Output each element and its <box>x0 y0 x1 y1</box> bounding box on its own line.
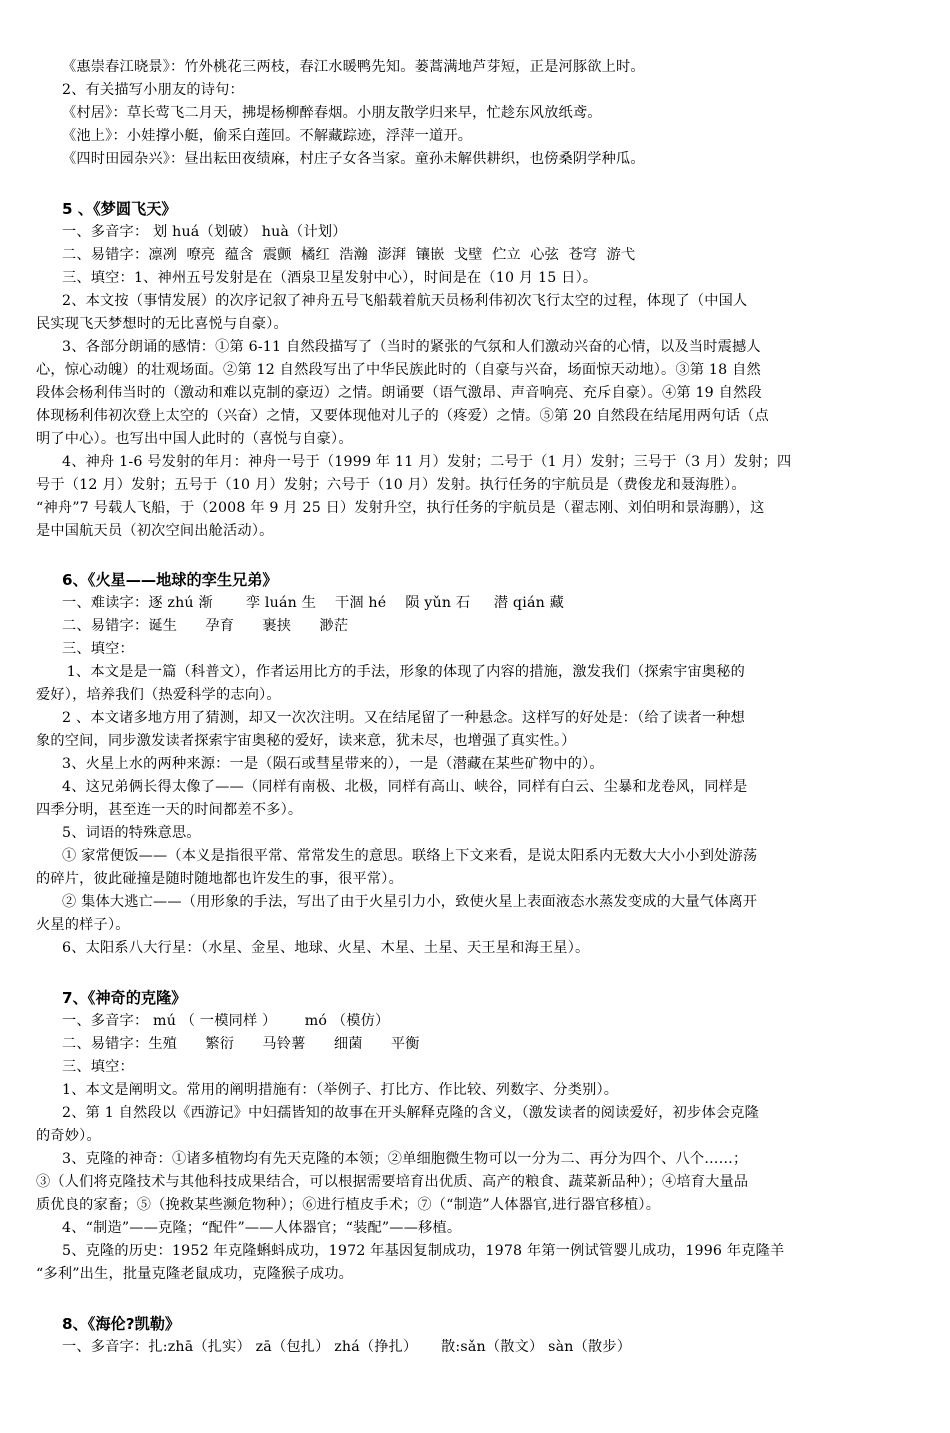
text-line: 5、词语的特殊意思。 <box>62 825 201 841</box>
text-line: 4、“制造”——克隆；“配件”——人体器官；“装配”——移植。 <box>62 1220 462 1236</box>
text-line: 《惠崇春江晓景》：竹外桃花三两枝，春江水暖鸭先知。蒌蒿满地芦芽短，正是河豚欲上时。 <box>62 59 645 75</box>
text-line: 二、易错字：诞生 孕育 裹挟 渺茫 <box>62 618 349 634</box>
text-line: 明了中心）。也写出中国人此时的（喜悦与自豪）。 <box>36 431 353 447</box>
text-line: 一、多音字：扎:zhā（扎实） zā（包扎） zhá（挣扎） 散:sǎn（散文） sàn（散步） <box>62 1339 632 1355</box>
text-line: 2、有关描写小朋友的诗句： <box>62 82 244 98</box>
text-line: ① 家常便饭——（本义是指很平常、常常发生的意思。联络上下文来看，是说太阳系内无数大大小小到处游荡 <box>62 848 758 864</box>
text-line: 二、易错字：凛冽 嘹亮 蕴含 震颤 橘红 浩瀚 澎湃 镶嵌 戈壁 伫立 心弦 苍穹 游弋 <box>62 247 636 263</box>
section-heading: 6、《火星——地球的孪生兄弟》 <box>62 571 278 589</box>
text-line: 5、克隆的历史：1952 年克隆蝌蚪成功，1972 年基因复制成功，1978 年第一例试管婴儿成功，1996 年克隆羊 <box>62 1243 785 1259</box>
text-line: 6、太阳系八大行星：（水星、金星、地球、火星、木星、土星、天王星和海王星）。 <box>62 940 590 956</box>
text-line: 四季分明，甚至连一天的时间都差不多）。 <box>36 802 303 818</box>
text-line: 的奇妙）。 <box>36 1128 101 1144</box>
text-line: 《池上》：小娃撑小艇，偷采白莲回。不解藏踪迹，浮萍一道开。 <box>62 128 473 144</box>
text-line: “多利”出生，批量克隆老鼠成功，克隆猴子成功。 <box>36 1266 354 1282</box>
text-line: 4、这兄弟俩长得太像了——（同样有南极、北极，同样有高山、峡谷，同样有白云、尘暴和龙卷风，同样是 <box>62 779 748 795</box>
section-heading: 7、《神奇的克隆》 <box>62 989 187 1007</box>
text-line: 2、本文按（事情发展）的次序记叙了神舟五号飞船载着航天员杨利伟初次飞行太空的过程，体现了（中国人 <box>62 293 748 309</box>
text-line: 号于（12 月）发射；五号于（10 月）发射；六号于（10 月）发射。执行任务的宇航员是（费俊龙和聂海胜）。 <box>36 477 746 493</box>
text-line: 的碎片，彼此碰撞是随时随地都也许发生的事，很平常）。 <box>36 871 403 887</box>
text-line: ③（人们将克隆技术与其他科技成果结合，可以根据需要培育出优质、高产的粮食、蔬菜新品种）；④培育大量品 <box>36 1174 749 1190</box>
text-line: 一、难读字：逐 zhú 渐 孪 luán 生 干涸 hé 陨 yǔn 石 潜 qián 藏 <box>62 595 565 611</box>
text-line: 爱好），培养我们（热爱科学的志向）。 <box>36 687 281 703</box>
text-line: 3、克隆的神奇：①诸多植物均有先天克隆的本领；②单细胞微生物可以一分为二、再分为四个、八个……； <box>62 1151 748 1167</box>
text-line: 三、填空：1、神州五号发射是在（酒泉卫星发射中心），时间是在（10 月 15 日）。 <box>62 270 598 286</box>
text-line: 段体会杨利伟当时的（激动和难以克制的豪迈）之情。朗诵要（语气激昂、声音响亮、充斥自豪）。④第 19 自然段 <box>36 385 762 401</box>
text-line: 《四时田园杂兴》：昼出耘田夜绩麻，村庄子女各当家。童孙未解供耕织，也傍桑阴学种瓜。 <box>62 151 645 167</box>
text-line: 火星的样子）。 <box>36 917 130 933</box>
text-line: 三、填空： <box>62 1059 134 1075</box>
text-line: 《村居》：草长莺飞二月天，拂堤杨柳醉春烟。小朋友散学归来早，忙趁东风放纸鸢。 <box>62 105 602 121</box>
text-line: 民实现飞天梦想时的无比喜悦与自豪）。 <box>36 316 288 332</box>
text-line: 2、第 1 自然段以《西游记》中妇孺皆知的故事在开头解释克隆的含义，（激发读者的阅读爱好，初步体会克隆 <box>62 1105 759 1121</box>
text-line: 是中国航天员（初次空间出舱活动）。 <box>36 523 274 539</box>
text-line: 三、填空： <box>62 641 134 657</box>
text-line: 3、各部分朗诵的感情：①第 6-11 自然段描写了（当时的紧张的气氛和人们激动兴奋的心情，以及当时震撼人 <box>62 339 761 355</box>
text-line: 2 、本文诸多地方用了猜测，却又一次次注明。又在结尾留了一种悬念。这样写的好处是：（给了读者一种想 <box>62 710 746 726</box>
text-line: 1、本文是是一篇（科普文），作者运用比方的手法，形象的体现了内容的措施，激发我们（探索宇宙奥秘的 <box>62 664 746 680</box>
text-line: ② 集体大逃亡——（用形象的手法，写出了由于火星引力小，致使火星上表面液态水蒸发变成的大量气体离开 <box>62 894 758 910</box>
text-line: 质优良的家畜；⑤（挽救某些濒危物种）；⑥进行植皮手术；⑦（“制造”人体器官,进行器官移植）。 <box>36 1197 661 1213</box>
section-heading: 5 、《梦圆飞天》 <box>62 200 177 218</box>
text-line: 体现杨利伟初次登上太空的（兴奋）之情，又要体现他对儿子的（疼爱）之情。⑤第 20 自然段在结尾用两句话（点 <box>36 408 769 424</box>
section-heading: 8、《海伦?凯勒》 <box>62 1315 181 1333</box>
text-line: “神舟”7 号载人飞船，于（2008 年 9 月 25 日）发射升空，执行任务的宇航员是（翟志刚、刘伯明和景海鹏），这 <box>36 500 765 516</box>
text-line: 3、火星上水的两种来源：一是（陨石或彗星带来的），一是（潜藏在某些矿物中的）。 <box>62 756 604 772</box>
text-line: 象的空间，同步激发读者探索宇宙奥秘的爱好，读来意，犹未尽，也增强了真实性。） <box>36 733 576 749</box>
text-line: 一、多音字： 划 huá（划破） huà（计划） <box>62 224 347 240</box>
text-line: 4、神舟 1-6 号发射的年月：神舟一号于（1999 年 11 月）发射；二号于（1 月）发射；三号于（3 月）发射；四 <box>62 454 792 470</box>
text-line: 一、多音字： mú （ 一模同样 ） mó （模仿） <box>62 1013 390 1029</box>
text-line: 二、易错字：生殖 繁衍 马铃薯 细菌 平衡 <box>62 1036 420 1052</box>
text-line: 心，惊心动魄）的壮观场面。②第 12 自然段写出了中华民族此时的（自豪与兴奋，场面惊天动地）。③第 18 自然 <box>36 362 761 378</box>
text-line: 1、本文是阐明文。常用的阐明措施有：（举例子、打比方、作比较、列数字、分类别）。 <box>62 1082 619 1098</box>
